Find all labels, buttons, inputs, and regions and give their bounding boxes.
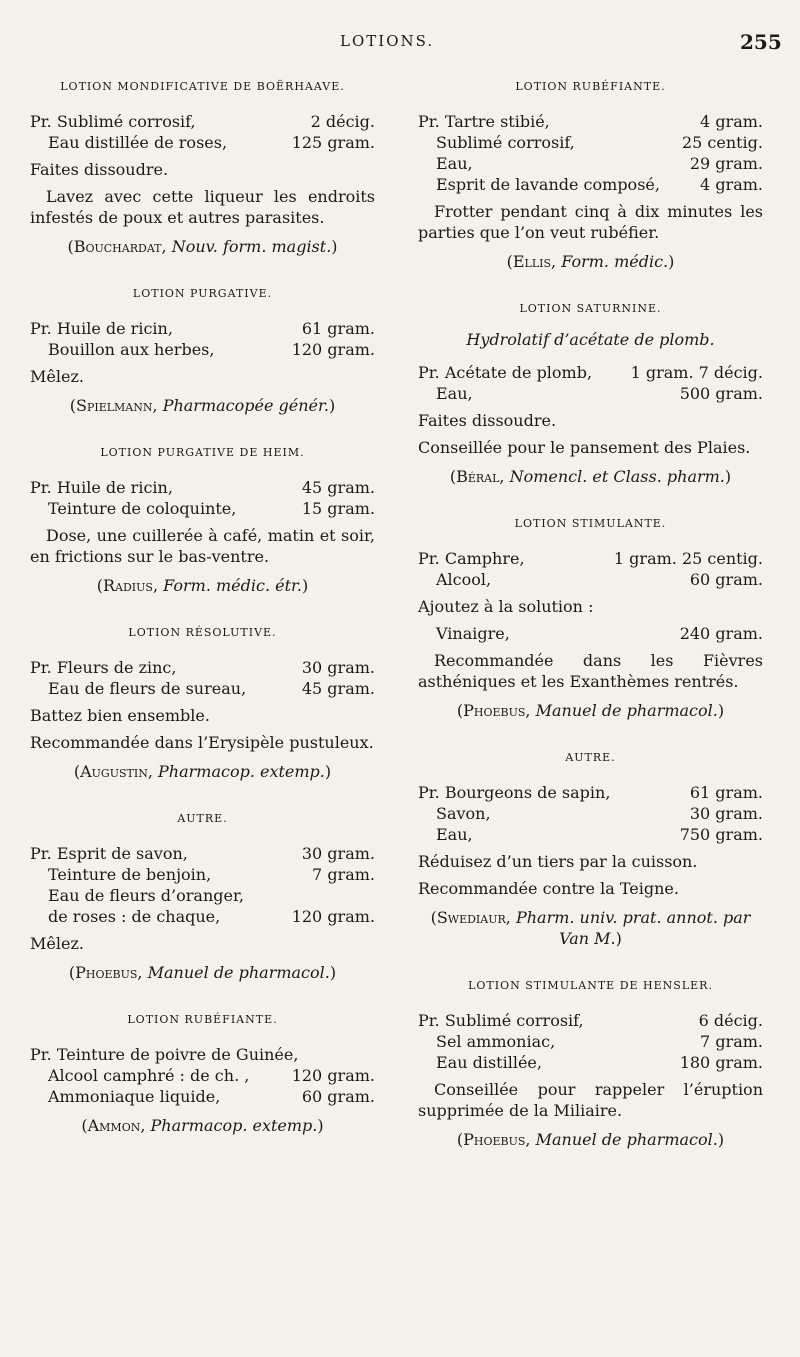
recipe-entry [418,298,763,487]
instruction-text: Dose, une cuillerée à café, matin et soir, en frictions sur le bas-ventre. [30,526,375,566]
recipe-entry [30,76,375,257]
right-column [418,76,763,1176]
instruction-text: Mêlez. [30,367,84,386]
ingredient-row [418,824,763,845]
ingredient-row [30,1044,375,1065]
ingredient-name: Pr. Sublimé corrosif, [418,1011,584,1030]
ingredient-quantity: 750 gram. [679,825,763,844]
source-author: Swediaur, [436,908,511,927]
source-citation: (Phoebus, Manuel de pharmacol.) [456,701,725,720]
ingredient-quantity: 30 gram. [301,658,375,677]
left-column [30,76,375,1162]
ingredient-name: Eau de fleurs d’oranger, [48,886,244,905]
recipe-heading: LOTION STIMULANTE. [514,517,667,530]
recipe-entry [418,975,763,1150]
ingredient-quantity: 29 gram. [689,154,763,173]
recipe-subtitle: Hydrolatif d’acétate de plomb. [466,330,715,349]
source-author: Phoebus, [463,701,531,720]
ingredient-quantity: 61 gram. [689,783,763,802]
ingredient-name: Pr. Teinture de poivre de Guinée, [30,1045,299,1064]
ingredient-row [30,132,375,153]
ingredient-quantity: 120 gram. [291,907,375,926]
ingredient-name: Pr. Bourgeons de sapin, [418,783,611,802]
recipe-heading: LOTION RÉSOLUTIVE. [128,626,277,639]
ingredient-name: Pr. Sublimé corrosif, [30,112,196,131]
ingredient-row [418,111,763,132]
ingredient-name: Sel ammoniac, [436,1032,556,1051]
source-work: Manuel de pharmacol. [535,701,718,720]
ingredient-quantity: 240 gram. [679,624,763,643]
ingredient-row [30,1065,375,1086]
instruction-text: Frotter pendant cinq à dix minutes les parties que l’on veut rubéfier. [418,202,763,242]
ingredient-name: Teinture de coloquinte, [48,499,237,518]
ingredient-name: Ammoniaque liquide, [48,1087,221,1106]
ingredient-row [30,318,375,339]
ingredient-row [30,906,375,927]
ingredient-quantity: 1 gram. 25 centig. [613,549,763,568]
source-citation: (Phoebus, Manuel de pharmacol.) [456,1130,725,1149]
ingredient-quantity: 30 gram. [689,804,763,823]
source-author: Radius, [102,576,159,595]
source-citation: (Béral, Nomencl. et Class. pharm.) [449,467,732,486]
ingredient-quantity: 180 gram. [679,1053,763,1072]
source-citation: (Ammon, Pharmacop. extemp.) [81,1116,324,1135]
ingredient-name: Sublimé corrosif, [436,133,575,152]
source-author: Spielmann, [76,396,158,415]
ingredient-quantity: 125 gram. [291,133,375,152]
instruction-text: Recommandée dans l’Erysipèle pustuleux. [30,733,374,752]
ingredient-row [30,885,375,906]
source-citation: (Spielmann, Pharmacopée génér.) [69,396,336,415]
ingredient-quantity: 6 décig. [698,1011,763,1030]
ingredient-name: Alcool camphré : de ch. , [48,1066,250,1085]
ingredient-row [30,843,375,864]
source-work: Pharm. univ. prat. annot. par Van M. [515,908,751,948]
ingredient-row [418,548,763,569]
ingredient-quantity: 30 gram. [301,844,375,863]
ingredient-quantity: 61 gram. [301,319,375,338]
ingredient-row [418,803,763,824]
source-work: Pharmacopée génér. [162,396,329,415]
source-author: Ammon, [87,1116,146,1135]
ingredient-row [418,383,763,404]
ingredient-row [30,864,375,885]
source-work: Pharmacop. extemp. [150,1116,318,1135]
recipe-heading: LOTION RUBÉFIANTE. [515,80,666,93]
ingredient-quantity: 45 gram. [301,478,375,497]
ingredient-name: Pr. Fleurs de zinc, [30,658,177,677]
source-work: Manuel de pharmacol. [147,963,330,982]
ingredient-name: Esprit de lavande composé, [436,175,660,194]
recipe-heading: LOTION PURGATIVE. [132,287,273,300]
source-author: Bouchardat, [73,237,167,256]
source-author: Augustin, [80,762,153,781]
ingredient-name: Eau, [436,154,473,173]
source-work: Nouv. form. magist. [171,237,332,256]
ingredient-row [418,1052,763,1073]
instruction-text: Recommandée dans les Fièvres asthéniques et les Exanthèmes rentrés. [418,651,763,691]
recipe-heading: LOTION STIMULANTE DE HENSLER. [468,979,713,992]
ingredient-row [418,174,763,195]
ingredient-row [418,623,763,644]
recipe-entry [30,1009,375,1136]
instruction-text: Recommandée contre la Teigne. [418,879,679,898]
source-citation: (Bouchardat, Nouv. form. magist.) [67,237,338,256]
ingredient-name: Teinture de benjoin, [48,865,212,884]
source-work: Form. médic. étr. [163,576,302,595]
ingredient-name: Pr. Huile de ricin, [30,319,173,338]
ingredient-name: Eau distillée de roses, [48,133,228,152]
ingredient-name: Pr. Camphre, [418,549,525,568]
ingredient-name: Pr. Acétate de plomb, [418,363,593,382]
recipe-entry [30,808,375,983]
ingredient-quantity: 15 gram. [301,499,375,518]
recipe-entry [30,622,375,782]
ingredient-row [30,678,375,699]
instruction-text: Lavez avec cette liqueur les endroits infestés de poux et autres parasites. [30,187,375,227]
instruction-text: Ajoutez à la solution : [418,597,594,616]
source-citation: (Augustin, Pharmacop. extemp.) [73,762,332,781]
instruction-text: Battez bien ensemble. [30,706,210,725]
ingredient-quantity: 1 gram. 7 décig. [630,363,763,382]
ingredient-name: Pr. Tartre stibié, [418,112,550,131]
ingredient-quantity: 2 décig. [310,112,375,131]
ingredient-quantity: 60 gram. [689,570,763,589]
recipe-heading: LOTION MONDIFICATIVE DE BOËRHAAVE. [60,80,345,93]
ingredient-row [30,498,375,519]
instruction-text: Faites dissoudre. [30,160,169,179]
ingredient-row [418,132,763,153]
ingredient-quantity: 7 gram. [700,1032,763,1051]
ingredient-row [418,782,763,803]
ingredient-name: Eau de fleurs de sureau, [48,679,247,698]
instruction-text: Conseillée pour le pansement des Plaies. [418,438,751,457]
ingredient-name: Bouillon aux herbes, [48,340,215,359]
ingredient-name: Pr. Huile de ricin, [30,478,173,497]
instruction-text: Mêlez. [30,934,84,953]
ingredient-quantity: 120 gram. [291,1066,375,1085]
source-citation: (Phoebus, Manuel de pharmacol.) [68,963,337,982]
recipe-entry [30,283,375,416]
ingredient-row [30,477,375,498]
recipe-entry [30,442,375,596]
source-author: Béral, [456,467,505,486]
instruction-text: Réduisez d’un tiers par la cuisson. [418,852,698,871]
ingredient-name: Eau, [436,384,473,403]
recipe-heading: LOTION RUBÉFIANTE. [127,1013,278,1026]
ingredient-name: Pr. Esprit de savon, [30,844,188,863]
ingredient-quantity: 7 gram. [312,865,375,884]
recipe-heading: AUTRE. [177,812,228,825]
ingredient-row [418,1010,763,1031]
ingredient-row [418,362,763,383]
running-head [0,22,800,62]
ingredient-quantity: 4 gram. [700,112,763,131]
recipe-entry [418,76,763,272]
recipe-entry [418,747,763,949]
source-work: Manuel de pharmacol. [535,1130,718,1149]
ingredient-quantity: 45 gram. [301,679,375,698]
recipe-heading: LOTION SATURNINE. [519,302,662,315]
ingredient-name: Vinaigre, [436,624,510,643]
source-citation: (Ellis, Form. médic.) [506,252,675,271]
recipe-heading: LOTION PURGATIVE DE HEIM. [100,446,305,459]
ingredient-row [30,657,375,678]
ingredient-row [30,111,375,132]
ingredient-row [418,153,763,174]
ingredient-quantity: 500 gram. [679,384,763,403]
ingredient-name: Alcool, [436,570,492,589]
ingredient-quantity: 60 gram. [301,1087,375,1106]
ingredient-row [30,339,375,360]
ingredient-quantity: 25 centig. [681,133,763,152]
source-work: Form. médic. [561,252,669,271]
ingredient-name: de roses : de chaque, [48,907,221,926]
source-work: Nomencl. et Class. pharm. [509,467,725,486]
running-title: LOTIONS. [340,32,435,50]
instruction-text: Conseillée pour rappeler l’éruption supprimée de la Miliaire. [418,1080,763,1120]
source-author: Phoebus, [463,1130,531,1149]
page-number: 255 [740,30,782,54]
ingredient-name: Eau, [436,825,473,844]
source-author: Ellis, [512,252,557,271]
instruction-text: Faites dissoudre. [418,411,557,430]
ingredient-quantity: 120 gram. [291,340,375,359]
source-author: Phoebus, [75,963,143,982]
source-citation: (Radius, Form. médic. étr.) [96,576,309,595]
ingredient-row [30,1086,375,1107]
ingredient-row [418,1031,763,1052]
ingredient-quantity: 4 gram. [700,175,763,194]
source-citation: (Swediaur, Pharm. univ. prat. annot. par Van M.) [430,908,751,948]
source-work: Pharmacop. extemp. [158,762,325,781]
ingredient-name: Eau distillée, [436,1053,542,1072]
recipe-entry [418,513,763,721]
recipe-heading: AUTRE. [565,751,616,764]
ingredient-row [418,569,763,590]
ingredient-name: Savon, [436,804,491,823]
